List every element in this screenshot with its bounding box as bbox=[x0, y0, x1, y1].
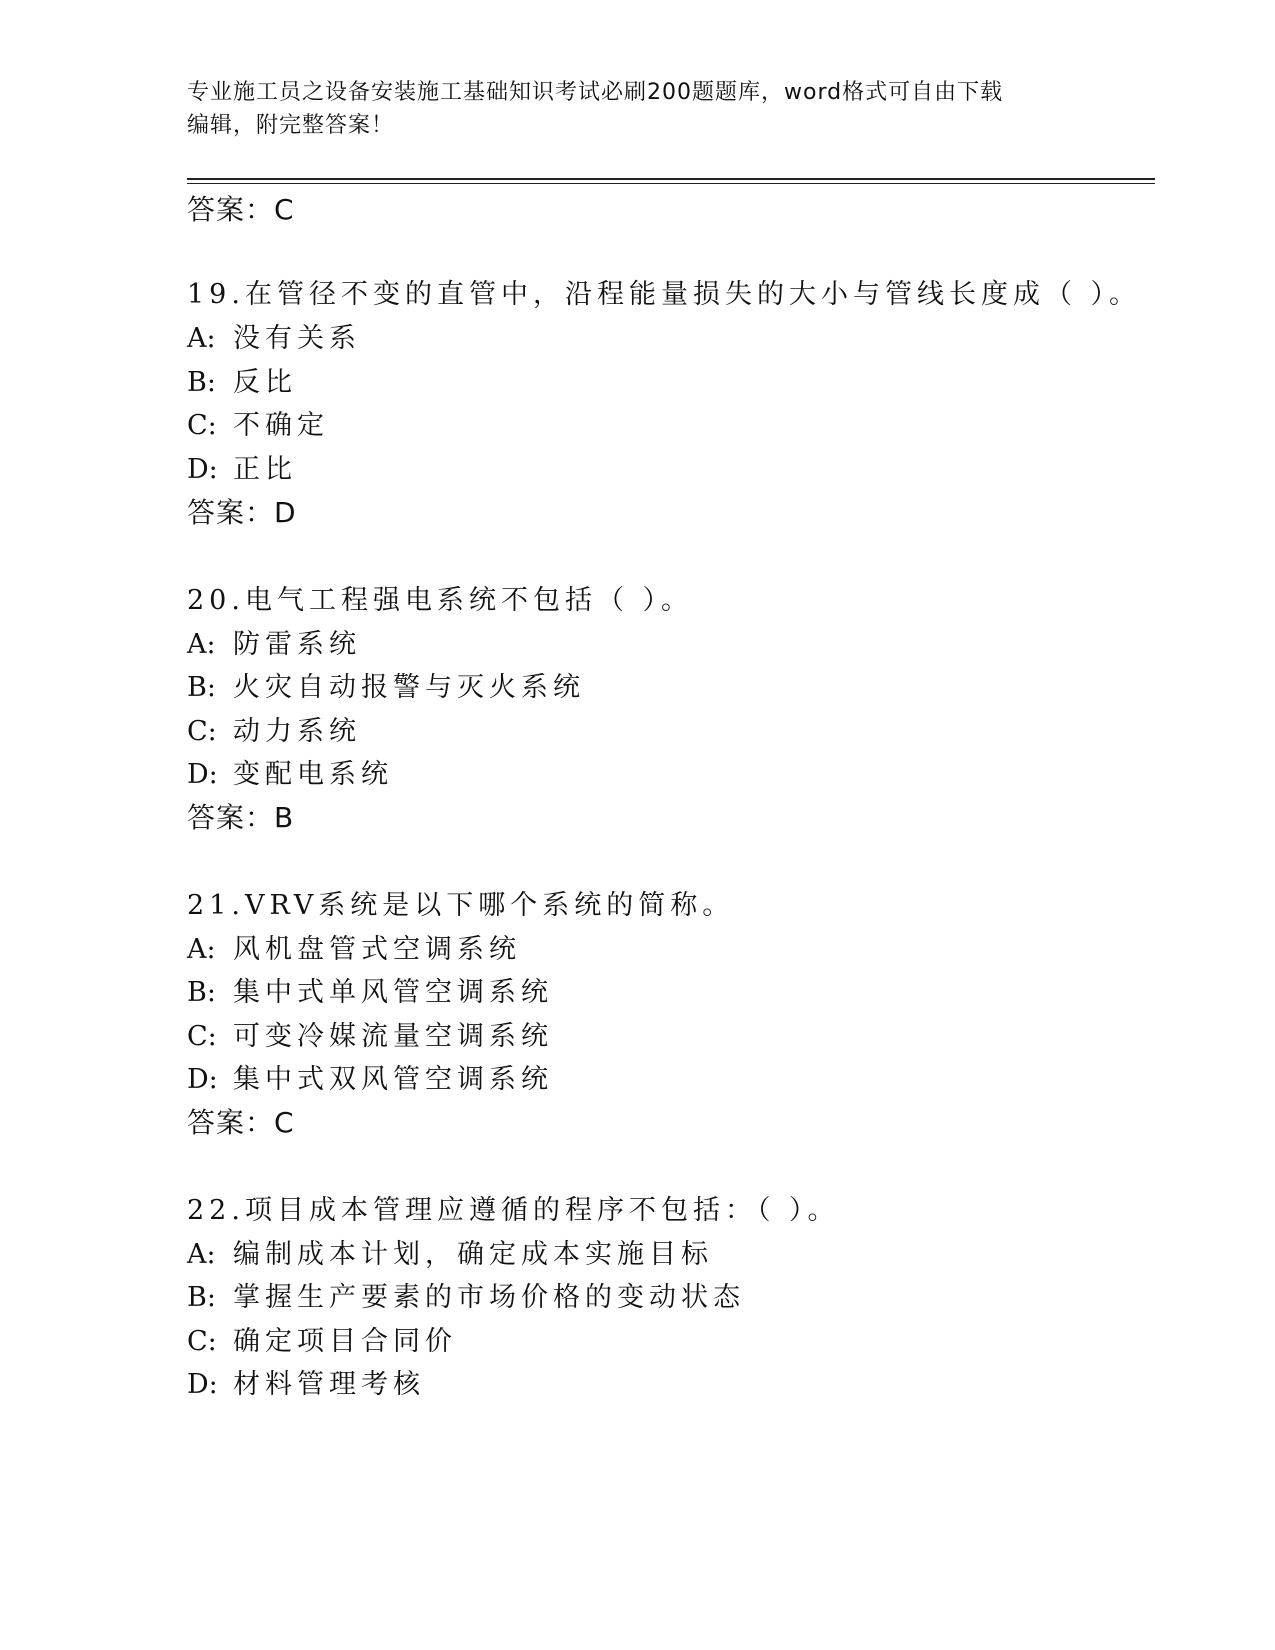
header-title-line-2: 编辑，附完整答案！ bbox=[187, 113, 395, 138]
question-19-option-b bbox=[187, 360, 297, 399]
header-divider-thin bbox=[187, 183, 1155, 184]
question-21-option-c bbox=[187, 1014, 553, 1053]
document-header bbox=[187, 76, 1067, 142]
question-21-answer: 答案：C bbox=[187, 1106, 295, 1139]
option-key: C: bbox=[187, 1326, 217, 1357]
option-key: C: bbox=[187, 410, 217, 441]
question-20-option-c bbox=[187, 709, 361, 748]
option-text: 动力系统 bbox=[233, 716, 361, 747]
question-21-option-b bbox=[187, 970, 553, 1009]
question-19-stem: 19.在管径不变的直管中，沿程能量损失的大小与管线长度成（ ）。 bbox=[187, 279, 1142, 310]
question-20-option-d bbox=[187, 752, 393, 791]
question-22-option-b bbox=[187, 1275, 745, 1314]
question-19-option-c bbox=[187, 403, 329, 442]
option-text: 确定项目合同价 bbox=[233, 1326, 457, 1357]
option-key: B: bbox=[187, 977, 216, 1008]
document-page bbox=[187, 0, 1155, 1650]
question-19-option-a bbox=[187, 316, 361, 355]
question-22-option-d bbox=[187, 1362, 425, 1401]
option-key: B: bbox=[187, 672, 216, 703]
option-text: 可变冷媒流量空调系统 bbox=[233, 1021, 553, 1052]
question-21-option-a bbox=[187, 927, 521, 966]
question-19-answer: 答案：D bbox=[187, 496, 297, 529]
question-20-answer: 答案：B bbox=[187, 801, 295, 834]
option-key: D: bbox=[187, 1369, 218, 1400]
option-key: A: bbox=[187, 1239, 216, 1270]
option-key: D: bbox=[187, 759, 218, 790]
option-key: D: bbox=[187, 454, 218, 485]
option-text: 反比 bbox=[233, 367, 297, 398]
option-key: B: bbox=[187, 1282, 216, 1313]
question-22-stem: 22.项目成本管理应遵循的程序不包括：（ ）。 bbox=[187, 1195, 840, 1226]
question-20-option-a bbox=[187, 622, 361, 661]
option-text: 防雷系统 bbox=[233, 629, 361, 660]
question-21-option-d bbox=[187, 1057, 553, 1096]
option-text: 掌握生产要素的市场价格的变动状态 bbox=[233, 1282, 745, 1313]
question-21-stem: 21.VRV系统是以下哪个系统的简称。 bbox=[187, 890, 735, 921]
header-title-line-1: 专业施工员之设备安装施工基础知识考试必刷200题题库，word格式可自由下载 bbox=[187, 80, 1004, 105]
option-key: C: bbox=[187, 716, 217, 747]
option-text: 变配电系统 bbox=[233, 759, 393, 790]
question-22-option-a bbox=[187, 1232, 713, 1271]
option-text: 材料管理考核 bbox=[233, 1369, 425, 1400]
question-20-stem: 20.电气工程强电系统不包括（ ）。 bbox=[187, 585, 694, 616]
question-20-option-b bbox=[187, 665, 585, 704]
option-text: 编制成本计划，确定成本实施目标 bbox=[233, 1239, 713, 1270]
option-text: 正比 bbox=[233, 454, 297, 485]
question-22-option-c bbox=[187, 1319, 457, 1358]
option-key: A: bbox=[187, 934, 216, 965]
option-key: C: bbox=[187, 1021, 217, 1052]
answer-previous: 答案：C bbox=[187, 193, 295, 226]
option-text: 不确定 bbox=[233, 410, 329, 441]
option-text: 风机盘管式空调系统 bbox=[233, 934, 521, 965]
option-text: 集中式单风管空调系统 bbox=[233, 977, 553, 1008]
option-key: A: bbox=[187, 629, 216, 660]
option-key: A: bbox=[187, 323, 216, 354]
header-divider-thick bbox=[187, 178, 1155, 180]
option-text: 没有关系 bbox=[233, 323, 361, 354]
option-key: B: bbox=[187, 367, 216, 398]
question-19-option-d bbox=[187, 447, 297, 486]
option-key: D: bbox=[187, 1064, 218, 1095]
option-text: 火灾自动报警与灭火系统 bbox=[233, 672, 585, 703]
option-text: 集中式双风管空调系统 bbox=[233, 1064, 553, 1095]
